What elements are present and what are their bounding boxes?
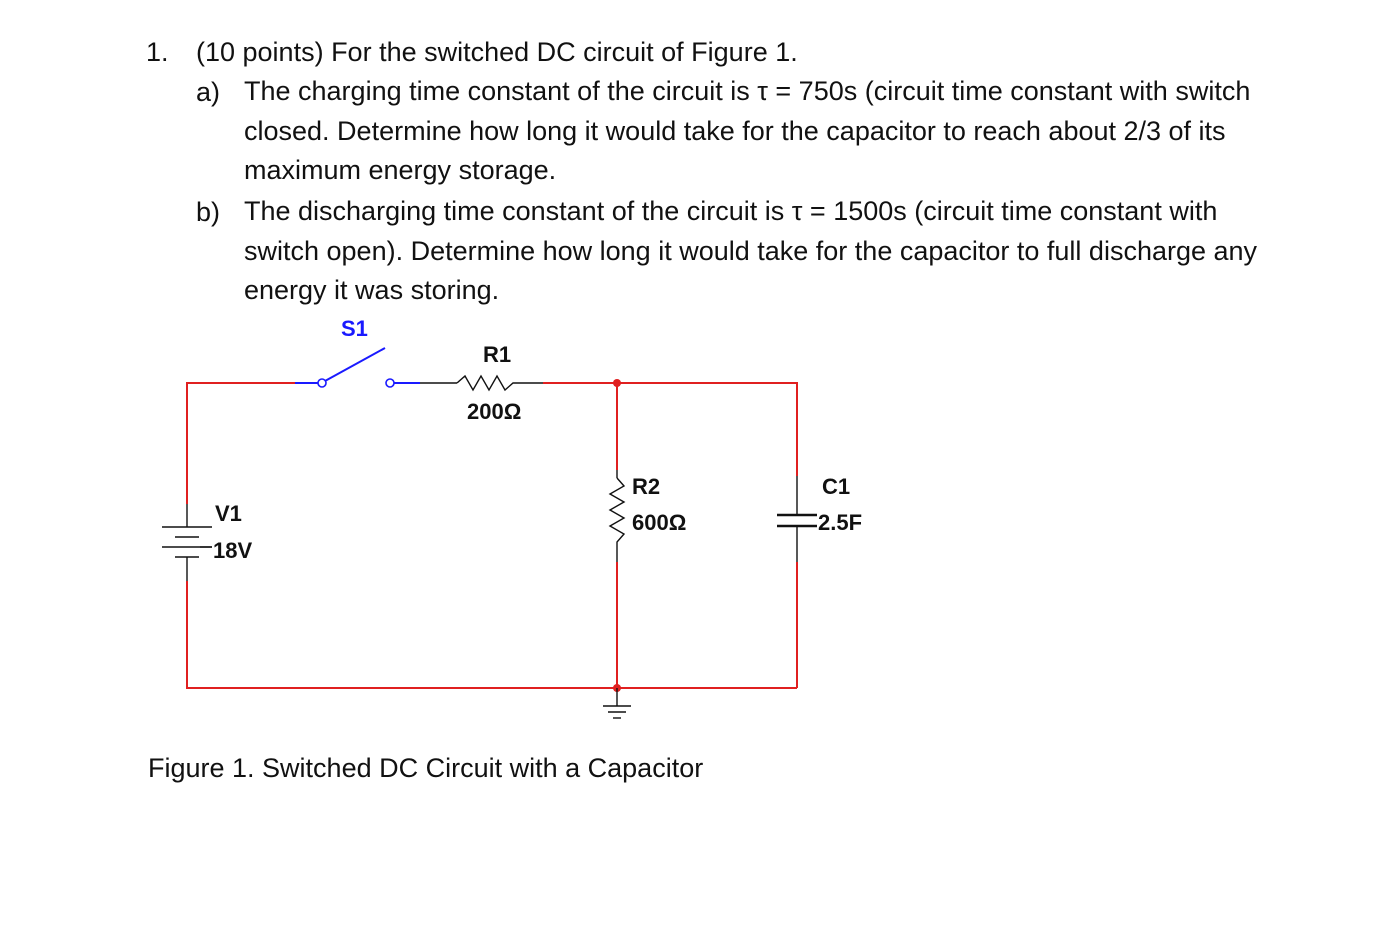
part-b-line: switch open). Determine how long it would take for the capacitor to full discharge any (244, 235, 1258, 266)
wire-left-top (187, 383, 295, 504)
part-a-label: a) (196, 77, 221, 107)
part-b-line: The discharging time constant of the circuit is τ = 1500s (circuit time constant with (244, 196, 1218, 226)
wire-top-right (543, 383, 797, 476)
part-a-line: maximum energy storage. (244, 155, 557, 185)
battery-v1 (162, 501, 252, 581)
capacitor-c1-value: 2.5F (818, 510, 863, 535)
resistor-r1 (420, 342, 543, 424)
wire-bottom (187, 581, 797, 688)
capacitor-c1 (777, 474, 862, 562)
part-b-label: b) (196, 197, 221, 227)
capacitor-c1-name: C1 (822, 474, 851, 499)
figure-caption: Figure 1. Switched DC Circuit with a Capacitor (148, 753, 704, 783)
part-a-line: closed. Determine how long it would take for the capacitor to reach about 2/3 of its (244, 115, 1226, 146)
resistor-r1-value: 200Ω (467, 399, 522, 424)
question-header: (10 points) For the switched DC circuit of Figure 1. (196, 37, 798, 67)
switch-s1 (295, 316, 420, 387)
switch-s1-name: S1 (341, 316, 368, 341)
part-a-line: The charging time constant of the circuit is τ = 750s (circuit time constant with switch (244, 76, 1251, 106)
resistor-r2-name: R2 (632, 474, 661, 499)
wires (187, 383, 797, 688)
ground-icon (603, 688, 631, 718)
resistor-r2-value: 600Ω (632, 510, 687, 535)
question-number: 1. (146, 37, 169, 67)
resistor-r2 (610, 470, 686, 562)
battery-v1-name: V1 (215, 501, 242, 526)
junction-top (613, 379, 621, 387)
resistor-r1-name: R1 (483, 342, 512, 367)
battery-v1-value: 18V (213, 538, 253, 563)
part-b-line: energy it was storing. (244, 275, 500, 305)
